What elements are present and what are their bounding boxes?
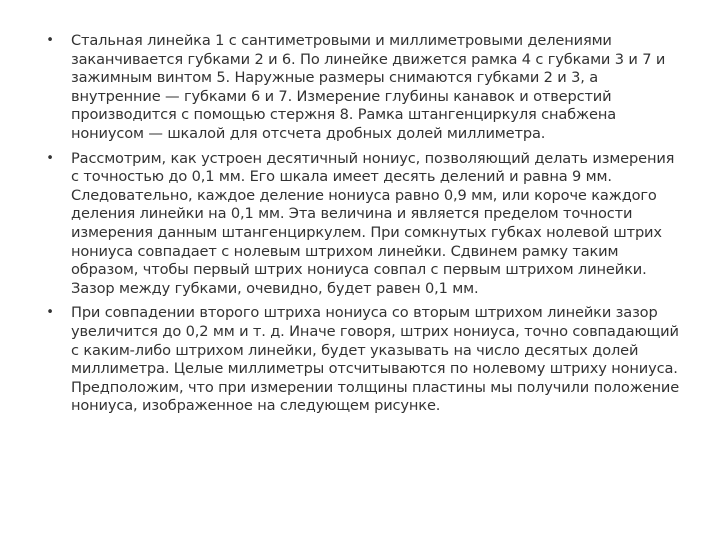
bullet-item-1 [44,32,684,144]
bullet-icon: • [46,33,54,48]
bullet-list [44,32,684,422]
bullet-text-2: Рассмотрим, как устроен десятичный нониус, позволяющий делать измерения с точностью до 0,1 мм. Его шкала имеет десять делений и равна 9 мм. Следовательно, каждое деление нониуса равно 0,9 мм, или короче каждого деления линейки на 0,1 мм. Эта величина и является пределом точности измерения данным штангенциркулем. При сомкнутых губках нолевой штрих нониуса совпадает с нолевым штрихом линейки. Сдвинем рамку таким образом, чтобы первый штрих нониуса совпал с первым штрихом линейки. Зазор между губками, очевидно, будет равен 0,1 мм. [71,149,675,297]
bullet-text-1: Стальная линейка 1 с сантиметровыми и миллиметровыми делениями заканчивается губками 2 и 6. По линейке движется рамка 4 с губками 3 и 7 и зажимным винтом 5. Наружные размеры снимаются губками 2 и 3, а внутренние — губками 6 и 7. Измерение глубины канавок и отверстий производится с помощью стержня 8. Рамка штангенциркуля снабжена нониусом — шкалой для отсчета дробных долей миллиметра. [71,32,666,142]
bullet-item-3 [44,304,684,416]
bullet-icon: • [46,305,54,321]
bullet-text-3: При совпадении второго штриха нониуса со вторым штрихом линейки зазор увеличится до 0,2 мм и т. д. Иначе говоря, штрих нониуса, точно совпадающий с каким-либо штрихом линейки, будет указывать на число десятых долей миллиметра. Целые миллиметры отсчитываются по нолевому штриху нониуса. Предположим, что при измерении толщины пластины мы получили положение нониуса, изображенное на следующем рисунке. [71,304,680,415]
bullet-icon: • [46,150,54,166]
bullet-item-2 [44,150,684,299]
